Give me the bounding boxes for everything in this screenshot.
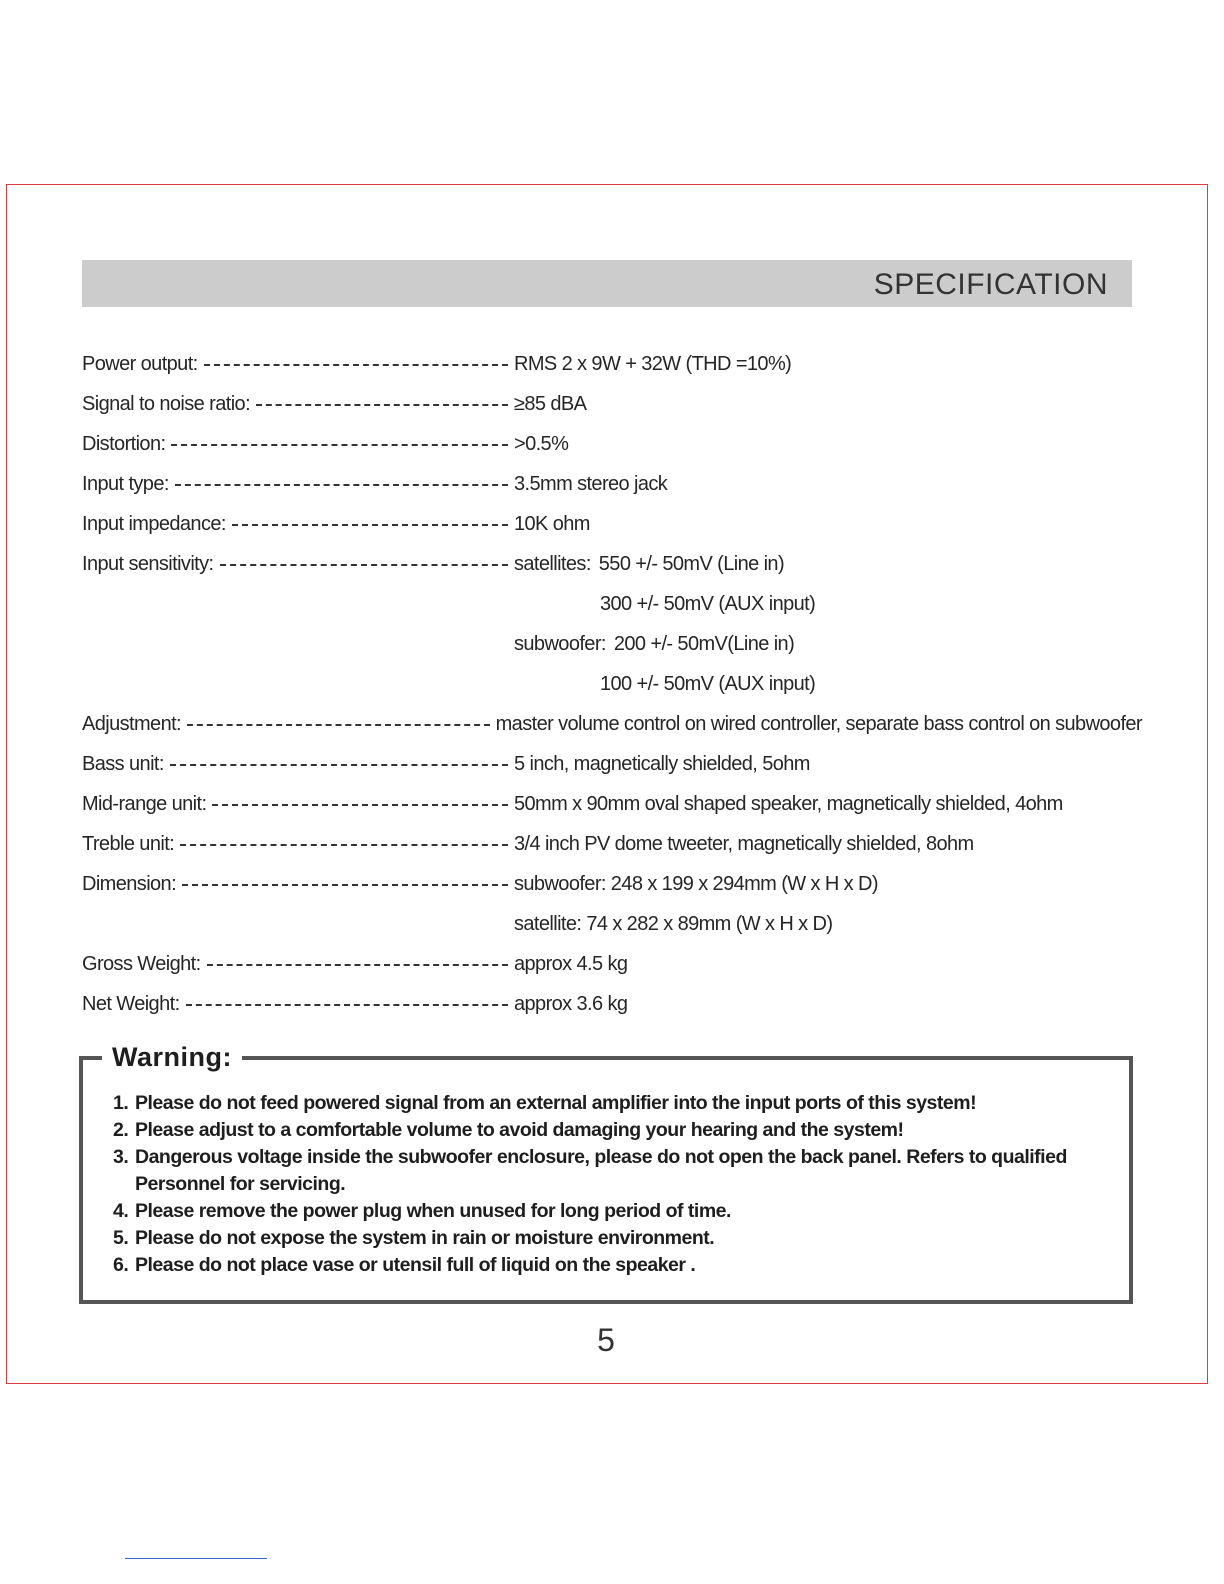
spec-value: 550 +/- 50mV (Line in) (598, 553, 785, 575)
spec-value-cell (514, 864, 1142, 904)
spec-label-cell (82, 864, 514, 904)
dash-leader (256, 404, 508, 406)
dash-leader (187, 724, 490, 726)
warning-title: Warning: (102, 1042, 242, 1073)
spec-prefix (514, 664, 600, 704)
spec-label-cell (82, 824, 514, 864)
warning-item-number: 2. (113, 1119, 129, 1141)
spec-label-cell (82, 584, 514, 624)
spec-value-cell (514, 504, 1142, 544)
spec-value-cell (514, 384, 1142, 424)
spec-row (82, 984, 1142, 1024)
warning-item (113, 1225, 1113, 1252)
warning-item-number: 6. (113, 1254, 129, 1276)
spec-value-cell (514, 424, 1142, 464)
spec-prefix: subwoofer: (514, 633, 606, 655)
warning-item-text: Please do not feed powered signal from an external amplifier into the input ports of this system! (135, 1092, 977, 1114)
warning-item-text: Please do not expose the system in rain or moisture environment. (135, 1227, 715, 1249)
spec-row (82, 944, 1142, 984)
spec-label-cell (82, 784, 514, 824)
spec-label: Signal to noise ratio: (82, 393, 251, 415)
warning-item-text: Please remove the power plug when unused for long period of time. (135, 1200, 731, 1222)
spec-value: subwoofer: 248 x 199 x 294mm (W x H x D) (514, 873, 878, 895)
spec-label-cell (82, 624, 514, 664)
spec-value: approx 4.5 kg (514, 953, 628, 975)
spec-row (82, 384, 1142, 424)
spec-value: RMS 2 x 9W + 32W (THD =10%) (514, 353, 792, 375)
spec-value: 200 +/- 50mV(Line in) (613, 633, 795, 655)
spec-label: Input impedance: (82, 513, 226, 535)
spec-value: 3/4 inch PV dome tweeter, magnetically shielded, 8ohm (514, 833, 974, 855)
warning-item-number (113, 1171, 135, 1198)
spec-label: Treble unit: (82, 833, 175, 855)
spec-label: Input type: (82, 473, 169, 495)
footer-rule (125, 1558, 267, 1559)
warning-item-text: Dangerous voltage inside the subwoofer enclosure, please do not open the back panel. Refers to qualified (135, 1146, 1067, 1168)
warning-item (113, 1171, 1113, 1198)
spec-row (82, 824, 1142, 864)
spec-label-cell (82, 944, 514, 984)
spec-label: Net Weight: (82, 993, 180, 1015)
spec-value-cell (514, 544, 1142, 584)
spec-row (82, 544, 1142, 584)
spec-row (82, 424, 1142, 464)
spec-row (82, 504, 1142, 544)
spec-label: Mid-range unit: (82, 793, 207, 815)
dash-leader (170, 764, 508, 766)
spec-label: Bass unit: (82, 753, 164, 775)
spec-row (82, 864, 1142, 904)
spec-value-cell (514, 744, 1142, 784)
spec-label: Power output: (82, 353, 198, 375)
section-title: SPECIFICATION (873, 268, 1108, 301)
warning-item-text: Please do not place vase or utensil full of liquid on the speaker . (135, 1254, 696, 1276)
dash-leader (171, 444, 508, 446)
warning-item-number: 5. (113, 1227, 129, 1249)
spec-row (82, 744, 1142, 784)
spec-value: satellite: 74 x 282 x 89mm (W x H x D) (514, 913, 833, 935)
spec-value: 300 +/- 50mV (AUX input) (600, 593, 816, 615)
spec-value-cell (496, 704, 1142, 744)
warning-item-number: 1. (113, 1092, 129, 1114)
dash-leader (212, 804, 508, 806)
spec-value-cell (514, 824, 1142, 864)
warning-item-number: 3. (113, 1146, 129, 1168)
spec-value: 50mm x 90mm oval shaped speaker, magnetically shielded, 4ohm (514, 793, 1063, 815)
spec-row-continuation (82, 624, 1142, 664)
spec-value-cell (514, 664, 1142, 704)
spec-label-cell (82, 504, 514, 544)
spec-value: approx 3.6 kg (514, 993, 628, 1015)
spec-value: 3.5mm stereo jack (514, 473, 668, 495)
spec-label-cell (82, 984, 514, 1024)
dash-leader (175, 484, 508, 486)
spec-label-cell (82, 664, 514, 704)
warning-item (113, 1144, 1113, 1171)
spec-value: ≥85 dBA (514, 393, 587, 415)
spec-label-cell (82, 424, 514, 464)
dash-leader (182, 884, 508, 886)
spec-value-cell (514, 784, 1142, 824)
spec-value: 100 +/- 50mV (AUX input) (600, 673, 816, 695)
specification-list (82, 344, 1142, 1024)
spec-label-cell (82, 464, 514, 504)
spec-value-cell (514, 584, 1142, 624)
spec-row-continuation (82, 584, 1142, 624)
dash-leader (204, 364, 508, 366)
spec-value-cell (514, 624, 1142, 664)
spec-label-cell (82, 544, 514, 584)
dash-leader (186, 1004, 508, 1006)
spec-row (82, 464, 1142, 504)
spec-row (82, 344, 1142, 384)
spec-label: Adjustment: (82, 713, 182, 735)
spec-prefix (514, 584, 600, 624)
warning-item (113, 1090, 1113, 1117)
warning-item (113, 1198, 1113, 1225)
spec-label-cell (82, 904, 514, 944)
spec-value: 10K ohm (514, 513, 590, 535)
warning-item (113, 1117, 1113, 1144)
spec-value-cell (514, 944, 1142, 984)
warning-item-text: Please adjust to a comfortable volume to avoid damaging your hearing and the system! (135, 1119, 904, 1141)
warning-item-text: Personnel for servicing. (135, 1173, 346, 1195)
page-number: 5 (597, 1322, 615, 1358)
spec-label: Gross Weight: (82, 953, 201, 975)
spec-value: >0.5% (514, 433, 569, 455)
spec-value-cell (514, 464, 1142, 504)
spec-row (82, 784, 1142, 824)
spec-label-cell (82, 704, 496, 744)
spec-value: master volume control on wired controller, separate bass control on subwoofer (495, 713, 1142, 735)
dash-leader (220, 564, 509, 566)
section-header (82, 260, 1132, 307)
spec-row-continuation (82, 664, 1142, 704)
spec-label-cell (82, 344, 514, 384)
spec-label: Input sensitivity: (82, 553, 214, 575)
spec-value-cell (514, 904, 1142, 944)
spec-value-cell (514, 344, 1142, 384)
warning-list (113, 1090, 1113, 1279)
dash-leader (180, 844, 508, 846)
spec-value: 5 inch, magnetically shielded, 5ohm (514, 753, 810, 775)
spec-value-cell (514, 984, 1142, 1024)
spec-label: Dimension: (82, 873, 177, 895)
spec-row-continuation (82, 904, 1142, 944)
warning-item (113, 1252, 1113, 1279)
spec-label-cell (82, 744, 514, 784)
dash-leader (232, 524, 508, 526)
dash-leader (207, 964, 508, 966)
spec-prefix: satellites: (514, 553, 591, 575)
spec-row (82, 704, 1142, 744)
spec-label: Distortion: (82, 433, 166, 455)
spec-label-cell (82, 384, 514, 424)
warning-item-number: 4. (113, 1200, 129, 1222)
